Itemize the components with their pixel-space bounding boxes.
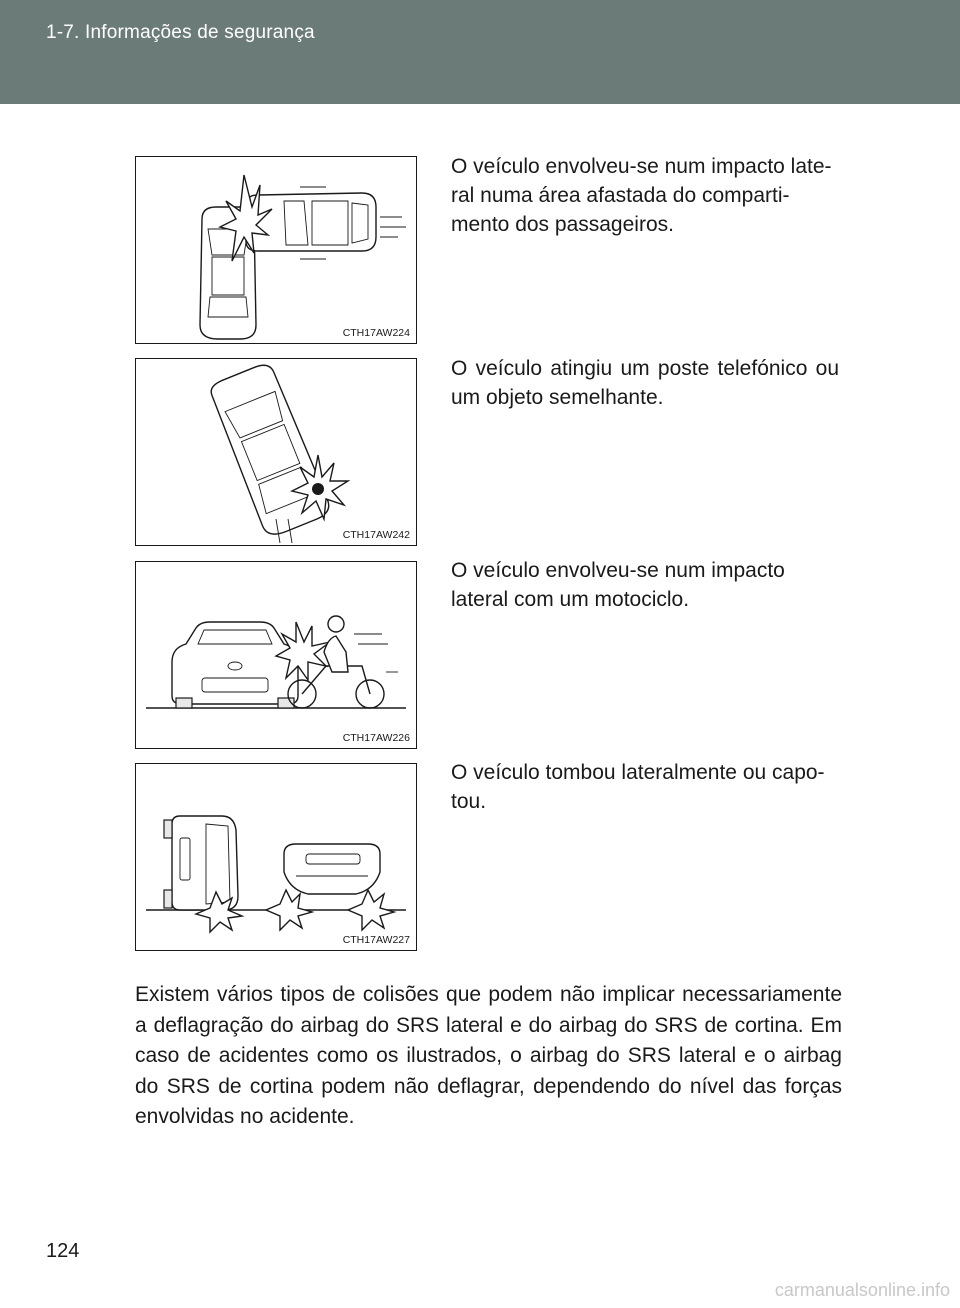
page-number: 124 — [46, 1240, 80, 1262]
figure-motorcycle-impact — [135, 561, 417, 749]
figure-caption: O veículo envolveu-se num impacto lateral com um motociclo. — [451, 559, 785, 611]
illustration-motorcycle-impact — [136, 562, 418, 750]
figure-code: CTH17AW227 — [342, 934, 410, 946]
watermark: carmanualsonline.info — [774, 1280, 950, 1300]
figure-pole-impact — [135, 358, 417, 546]
figure-code: CTH17AW226 — [342, 732, 410, 744]
figure-rollover — [135, 763, 417, 951]
figure-code: CTH17AW242 — [342, 529, 410, 541]
illustration-rollover — [136, 764, 418, 952]
section-title: 1-7. Informações de segurança — [46, 22, 315, 43]
figure-caption: O veículo envolveu-se num impacto late- ral numa área afastada do comparti- mento dos passageiros. — [451, 155, 832, 236]
figure-caption: O veículo atingiu um poste telefónico ou um objeto semelhante. — [451, 357, 839, 409]
figure-code: CTH17AW224 — [342, 327, 410, 339]
figure-caption: O veículo tombou lateralmente ou capo- tou. — [451, 761, 825, 813]
figure-side-impact — [135, 156, 417, 344]
section-header — [0, 0, 960, 104]
body-paragraph: Existem vários tipos de colisões que podem não implicar necessariamente a deflagração do airbag do SRS lateral e do airbag do SRS de cortina. Em caso de acidentes como os ilustrados, o airbag do SRS lateral e o airbag do SRS de cortina podem não deflagrar, dependendo do nível das forças envolvidas no acidente. — [135, 983, 842, 1128]
illustration-side-impact — [136, 157, 418, 345]
illustration-pole-impact — [136, 359, 418, 547]
